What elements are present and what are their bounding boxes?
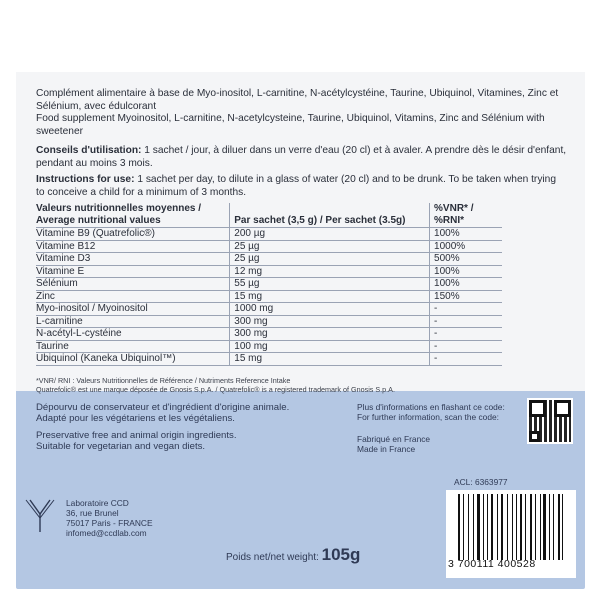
nutrition-table (36, 203, 502, 366)
table-row (36, 228, 502, 241)
lab-address (66, 498, 153, 538)
barcode-bar (473, 494, 475, 560)
amount-cell: 15 mg (230, 353, 430, 366)
claim-en-1: Preservative free and animal origin ingredients. (36, 429, 237, 441)
footnote-quatrefolic: Quatrefolic® est une marque déposée de Gnosis S.p.A. / Quatrefolic® is a registered trademark of Gnosis S.p.A. (36, 384, 395, 394)
vnr-cell: 100% (430, 228, 502, 241)
lab-city: 75017 Paris - FRANCE (66, 518, 153, 528)
barcode-bar (512, 494, 513, 560)
claims (36, 402, 289, 452)
amount-cell: 1000 mg (230, 303, 430, 316)
barcode-bars (458, 494, 568, 560)
amount-cell: 300 mg (230, 315, 430, 328)
barcode-bar (540, 494, 541, 560)
barcode-bar (501, 494, 503, 560)
scan-info (357, 402, 505, 454)
label-panel (16, 72, 585, 394)
barcode-number: 3 700111 400528 (448, 558, 536, 570)
barcode-bar (487, 494, 488, 560)
amount-cell: 15 mg (230, 290, 430, 303)
barcode-bar (543, 494, 546, 560)
nutrient-cell: Vitamine D3 (36, 253, 230, 266)
header-vnr: %VNR* / %RNI* (430, 203, 502, 228)
footnotes (36, 376, 567, 394)
nutrient-cell: Vitamine B12 (36, 240, 230, 253)
description-fr: Complément alimentaire à base de Myo-inositol, L-carnitine, N-acétylcystéine, Taurine, Ubiquinol, Vitamines, Zinc et Sélénium, avec édulcorant (36, 88, 559, 112)
table-row (36, 303, 502, 316)
barcode-bar (553, 494, 554, 560)
vnr-cell: - (430, 353, 502, 366)
nutrient-cell: Taurine (36, 340, 230, 353)
amount-cell: 12 mg (230, 265, 430, 278)
barcode-bar (477, 494, 480, 560)
qr-finder-icon (529, 431, 540, 442)
vnr-cell: 1000% (430, 240, 502, 253)
barcode-bar (525, 494, 526, 560)
vnr-cell: 150% (430, 290, 502, 303)
header-per-sachet: Par sachet (3,5 g) / Per sachet (3.5g) (230, 203, 430, 228)
barcode-bar (463, 494, 464, 560)
footnote-vnr: *VNR/ RNI : Valeurs Nutritionnelles de Référence / Nutriments Reference Intake (36, 375, 291, 385)
claim-fr-1: Dépourvu de conservateur et d'ingrédient d'origine animale. (36, 402, 290, 413)
table-row (36, 265, 502, 278)
table-row (36, 240, 502, 253)
vnr-cell: - (430, 315, 502, 328)
scan-info-en: For further information, scan the code: (357, 412, 499, 422)
conseils-utilisation (36, 145, 567, 170)
table-row (36, 328, 502, 341)
lab-email: infomed@ccdlab.com (66, 528, 147, 538)
nutrient-cell: L-carnitine (36, 315, 230, 328)
instructions-label: Instructions for use: (36, 174, 135, 185)
nutrient-cell: Myo-inositol / Myoinositol (36, 303, 230, 316)
barcode-bar (530, 494, 532, 560)
qr-code[interactable] (527, 398, 573, 444)
header-nutrient: Valeurs nutritionnelles moyennes / Average nutritional values (36, 203, 230, 228)
table-row (36, 340, 502, 353)
table-header-row (36, 203, 502, 228)
barcode-bar (562, 494, 563, 560)
barcode-bar (520, 494, 522, 560)
acl-code: ACL: 6363977 (454, 477, 508, 487)
barcode-bar (507, 494, 508, 560)
lab-name: Laboratoire CCD (66, 498, 129, 508)
vnr-cell: 100% (430, 278, 502, 291)
amount-cell: 300 mg (230, 328, 430, 341)
amount-cell: 25 µg (230, 240, 430, 253)
barcode-bar (497, 494, 498, 560)
amount-cell: 25 µg (230, 253, 430, 266)
made-in-en: Made in France (357, 444, 416, 454)
nutrient-cell: Sélénium (36, 278, 230, 291)
vnr-cell: - (430, 303, 502, 316)
barcode-bar (558, 494, 560, 560)
nutrient-cell: N-acétyl-L-cystéine (36, 328, 230, 341)
conseils-label: Conseils d'utilisation: (36, 145, 142, 156)
nutrient-cell: Vitamine E (36, 265, 230, 278)
barcode-bar (516, 494, 518, 560)
amount-cell: 200 µg (230, 228, 430, 241)
amount-cell: 55 µg (230, 278, 430, 291)
net-weight (226, 545, 360, 565)
claim-fr-2: Adapté pour les végétariens et les végétaliens. (36, 413, 235, 425)
table-row (36, 353, 502, 366)
nutrient-cell: Zinc (36, 290, 230, 303)
instructions-text: 1 sachet per day, to dilute in a glass of water (20 cl) and to be drunk. To be taken when trying to conceive a child for a minimum of 3 months. (36, 174, 557, 198)
product-description (36, 88, 567, 138)
lab-logo-icon (24, 498, 56, 534)
vnr-cell: - (430, 340, 502, 353)
nutrient-cell: Vitamine B9 (Quatrefolic®) (36, 228, 230, 241)
description-en: Food supplement Myoinositol, L-carnitine, N-acetylcysteine, Taurine, Ubiquinol, Vitamins, Zinc and Sélénium with sweetener (36, 113, 545, 137)
scan-info-fr: Plus d'informations en flashant ce code: (357, 402, 505, 412)
table-row (36, 290, 502, 303)
vnr-cell: 500% (430, 253, 502, 266)
net-weight-label: Poids net/net weight: (226, 552, 322, 563)
vnr-cell: 100% (430, 265, 502, 278)
barcode-bar (458, 494, 460, 560)
claim-en-2: Suitable for vegetarian and vegan diets. (36, 440, 206, 452)
barcode-bar (549, 494, 551, 560)
barcode (446, 490, 576, 578)
table-row (36, 253, 502, 266)
barcode-bar (535, 494, 536, 560)
lab-street: 36, rue Brunel (66, 508, 119, 518)
nutrient-cell: Ubiquinol (Kaneka Ubiquinol™) (36, 353, 230, 366)
amount-cell: 100 mg (230, 340, 430, 353)
table-row (36, 278, 502, 291)
barcode-bar (468, 494, 469, 560)
barcode-bar (491, 494, 493, 560)
table-row (36, 315, 502, 328)
net-weight-value: 105g (321, 545, 361, 564)
barcode-bar (483, 494, 484, 560)
instructions-for-use (36, 174, 567, 199)
conseils-text: 1 sachet / jour, à diluer dans un verre d'eau (20 cl) et à avaler. A prendre dès le désir d'enfant, pendant au moins 3 mois. (36, 145, 567, 169)
vnr-cell: - (430, 328, 502, 341)
made-in-fr: Fabriqué en France (357, 434, 431, 444)
